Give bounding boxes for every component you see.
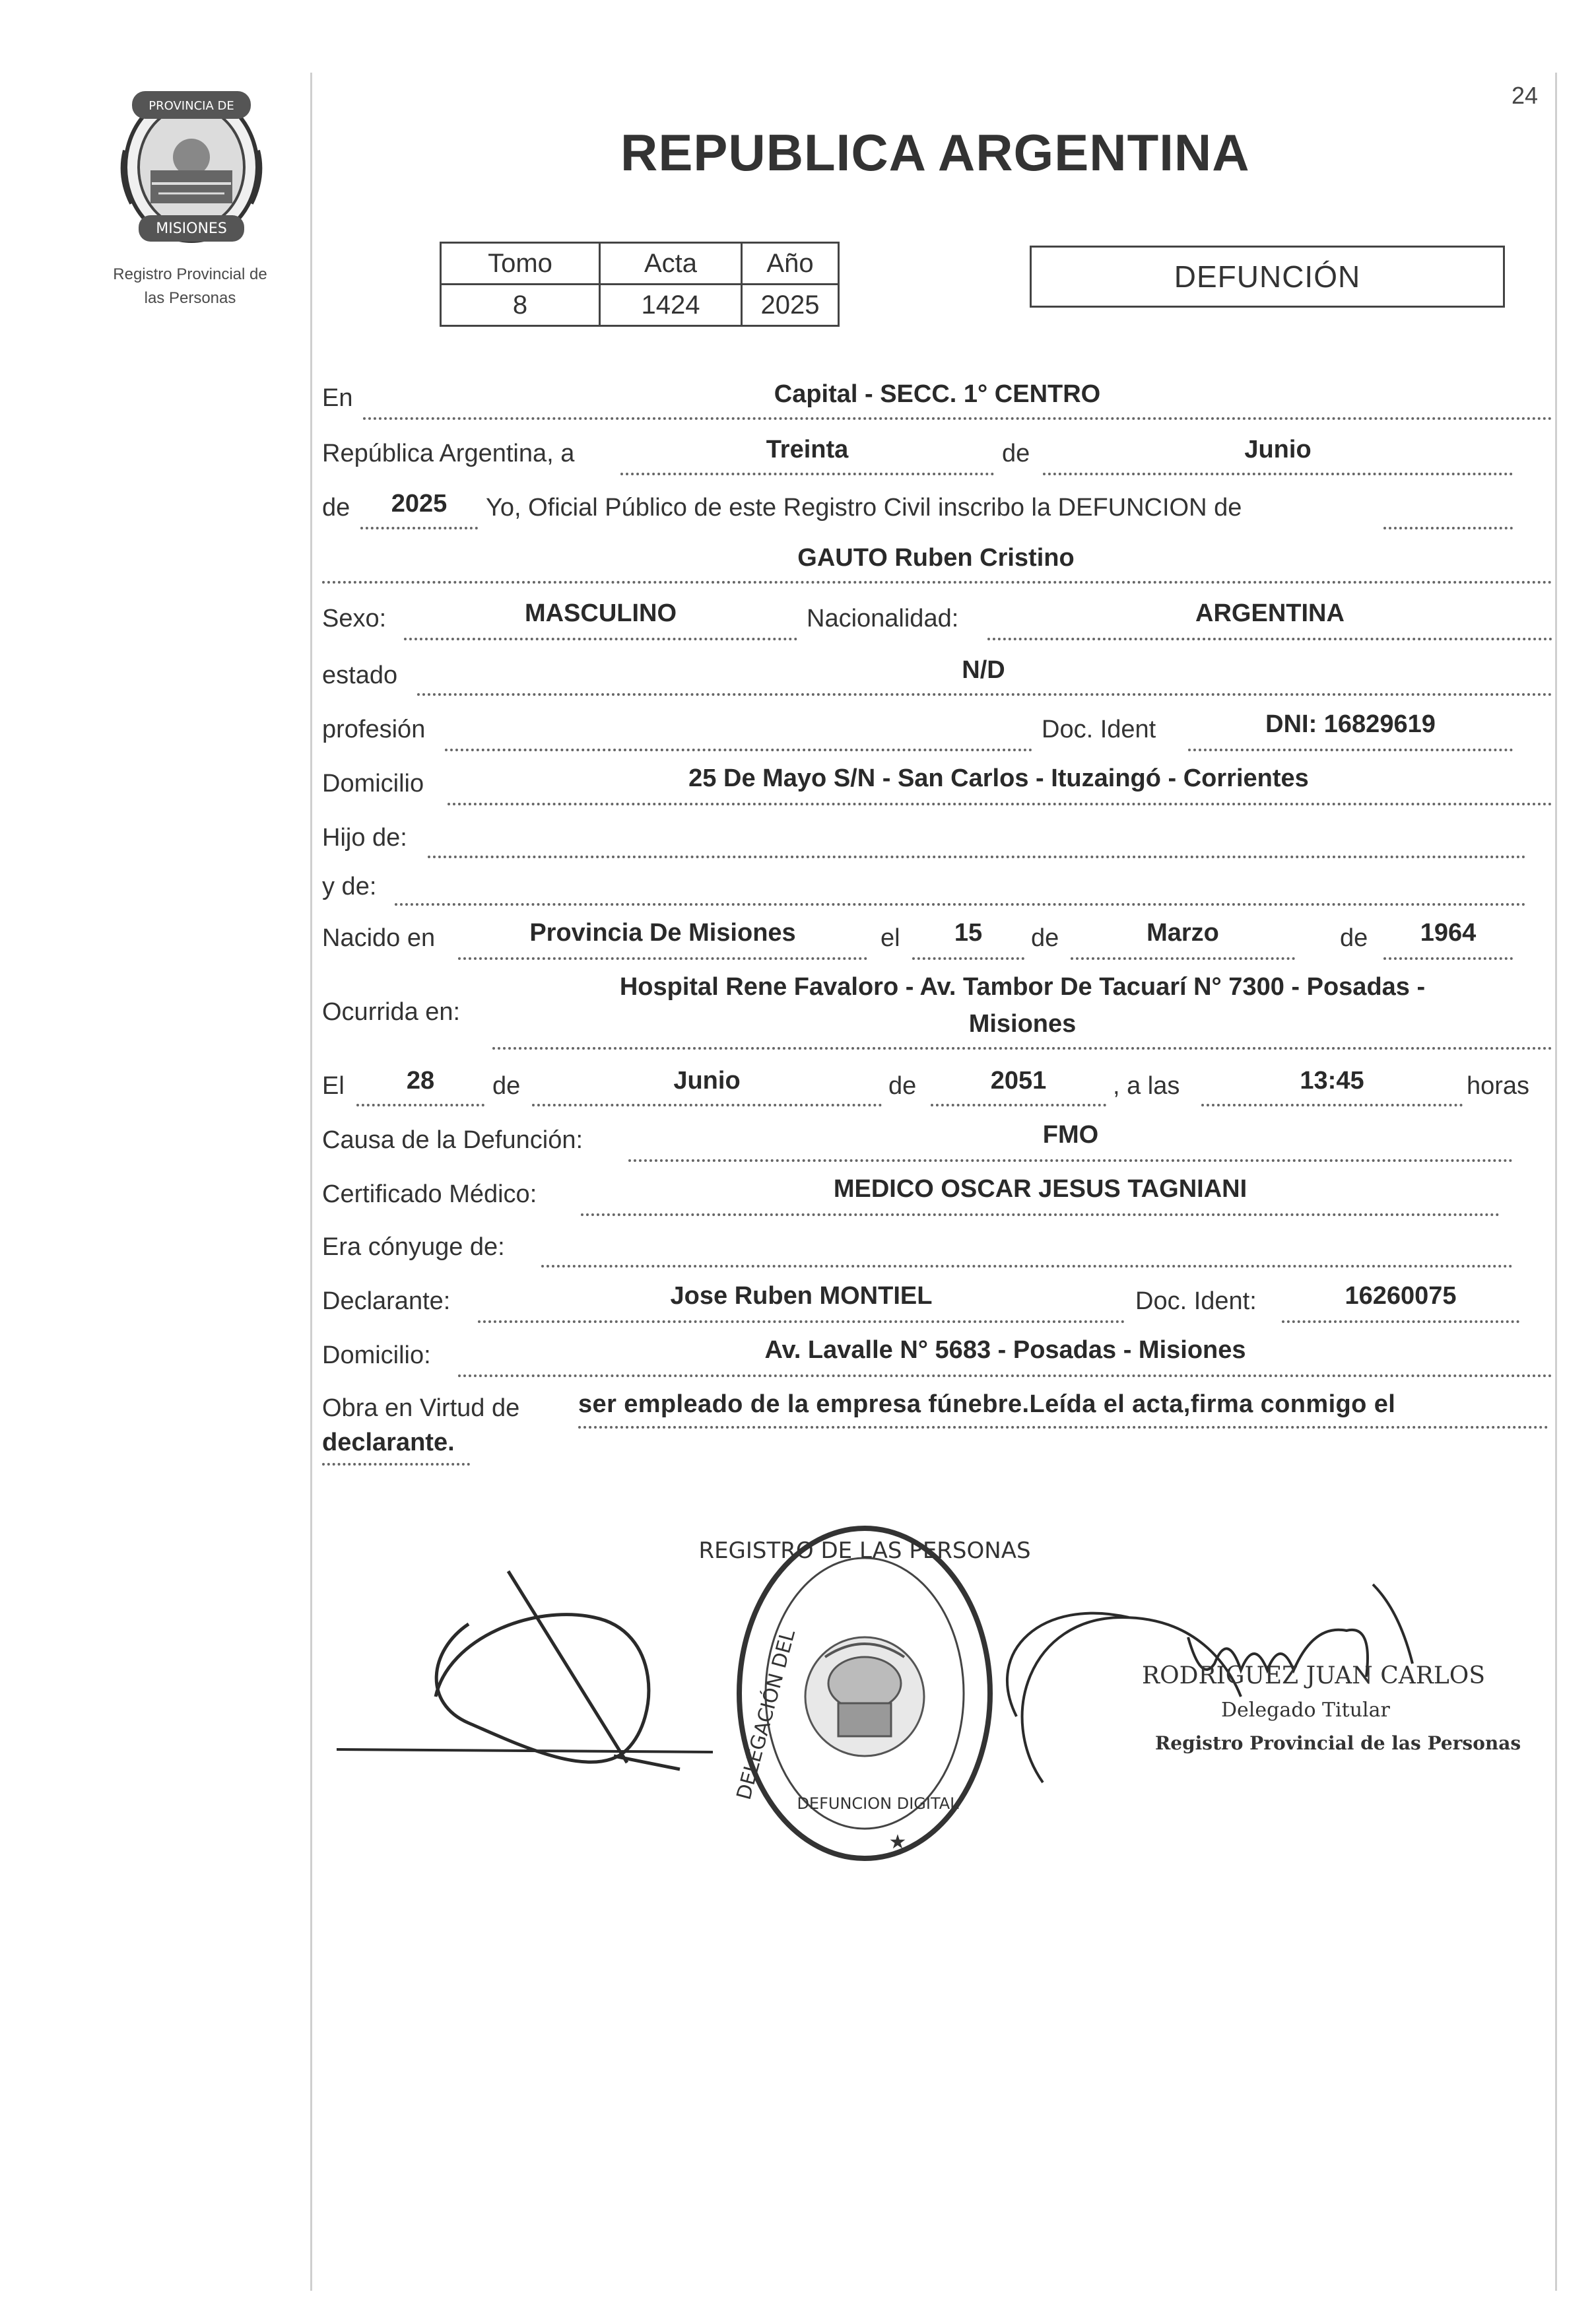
- page-number: 24: [1512, 82, 1539, 109]
- stamp-inner: DEFUNCION DIGITAL: [797, 1794, 959, 1813]
- obra-label: Obra en Virtud de: [322, 1394, 520, 1422]
- name-dotline: [322, 581, 1552, 584]
- profesion-label: profesión: [322, 716, 426, 743]
- registry-value-anio: 2025: [742, 285, 839, 326]
- horas-label: horas: [1467, 1072, 1530, 1100]
- estado-label: estado: [322, 661, 398, 689]
- nacionalidad-dotline: [987, 638, 1552, 640]
- registry-value-row: [441, 285, 839, 326]
- conyuge-label: Era cónyuge de:: [322, 1233, 505, 1261]
- nac-mes-value: Marzo: [1147, 919, 1219, 947]
- yde-dotline: [395, 903, 1526, 906]
- registry-table: [440, 242, 840, 327]
- right-signature-loop: [1007, 1613, 1241, 1782]
- dia-value: Treinta: [766, 436, 849, 463]
- stamp-outer-top: REGISTRO DE LAS PERSONAS: [698, 1538, 1031, 1564]
- province-seal-logo: [112, 85, 271, 250]
- sexo-dotline: [404, 638, 797, 640]
- nac-anio-dotline: [1383, 957, 1513, 960]
- doc-value: DNI: 16829619: [1265, 710, 1436, 738]
- sexo-value: MASCULINO: [524, 599, 677, 627]
- left-signature-line: [337, 1749, 713, 1752]
- decl-dom-label: Domicilio:: [322, 1341, 431, 1369]
- nacido-label: Nacido en: [322, 924, 436, 952]
- logo-bottom-text: MISIONES: [156, 220, 227, 237]
- sexo-label: Sexo:: [322, 605, 387, 632]
- de1-label: de: [1002, 440, 1030, 467]
- logo-arc-text: PROVINCIA DE: [149, 99, 234, 113]
- ocurrida-label: Ocurrida en:: [322, 998, 461, 1026]
- decl-doc-dotline: [1282, 1320, 1519, 1323]
- def-dia-dotline: [356, 1104, 484, 1106]
- registry-value-acta: 1424: [600, 285, 742, 326]
- nacido-value: Provincia De Misiones: [529, 919, 796, 947]
- nac-anio-value: 1964: [1420, 919, 1477, 947]
- nac-dia-dotline: [912, 957, 1024, 960]
- obra-value-line2: declarante.: [322, 1429, 455, 1456]
- el-label: el: [881, 924, 900, 952]
- de6-label: de: [888, 1072, 917, 1100]
- official-title: Delegado Titular: [1221, 1699, 1390, 1722]
- el2-label: El: [322, 1072, 345, 1100]
- domicilio-label: Domicilio: [322, 770, 424, 797]
- logo-caption-line2: las Personas: [144, 289, 236, 307]
- svg-text:★: ★: [888, 1831, 907, 1853]
- official-office: Registro Provincial de las Personas: [1155, 1732, 1521, 1754]
- def-dia-value: 28: [406, 1067, 435, 1095]
- certificado-value: MEDICO OSCAR JESUS TAGNIANI: [833, 1175, 1247, 1203]
- certificado-label: Certificado Médico:: [322, 1180, 537, 1208]
- stamp-outer-left: DELEGACIÓN DEL: [732, 1627, 801, 1803]
- left-signature: [436, 1571, 680, 1769]
- inscribo-text: Yo, Oficial Público de este Registro Civil inscribo la DEFUNCION de: [486, 494, 1242, 522]
- hijo-label: Hijo de:: [322, 824, 407, 852]
- nac-dia-value: 15: [954, 919, 983, 947]
- en-dotline: [363, 417, 1552, 420]
- def-mes-dotline: [532, 1104, 882, 1106]
- ocurrida-line2: Misiones: [968, 1010, 1077, 1038]
- de4-label: de: [1340, 924, 1368, 952]
- anio-value: 2025: [391, 490, 448, 518]
- de2-label: de: [322, 494, 350, 522]
- nacionalidad-value: ARGENTINA: [1195, 599, 1345, 627]
- obra-value-line1: ser empleado de la empresa fúnebre.Leída el acta,firma conmigo el: [578, 1390, 1396, 1418]
- doc-label: Doc. Ident: [1042, 716, 1156, 743]
- ocurrida-dotline: [492, 1047, 1552, 1050]
- official-seal-stamp: [698, 1528, 1030, 1858]
- de5-label: de: [492, 1072, 521, 1100]
- official-name: RODRIGUEZ JUAN CARLOS: [1142, 1662, 1485, 1689]
- domicilio-value: 25 De Mayo S/N - San Carlos - Ituzaingó - Corrientes: [688, 764, 1309, 792]
- logo-caption-line1: Registro Provincial de: [113, 265, 267, 283]
- signature-area: [317, 1452, 1551, 1914]
- decl-dom-dotline: [458, 1374, 1552, 1377]
- nac-mes-dotline: [1071, 957, 1295, 960]
- registry-header-tomo: Tomo: [441, 243, 600, 285]
- nacionalidad-label: Nacionalidad:: [807, 605, 959, 632]
- document-type-box: DEFUNCIÓN: [1030, 246, 1505, 308]
- right-margin-line: [1555, 73, 1557, 2291]
- hijo-dotline: [428, 856, 1526, 858]
- profesion-dotline: [445, 749, 1032, 751]
- registry-header-anio: Año: [742, 243, 839, 285]
- conyuge-dotline: [541, 1265, 1513, 1268]
- anio-dotline: [360, 527, 478, 529]
- registry-value-tomo: 8: [441, 285, 600, 326]
- estado-value: N/D: [962, 656, 1005, 684]
- registry-header-acta: Acta: [600, 243, 742, 285]
- def-mes-value: Junio: [673, 1067, 741, 1095]
- de3-label: de: [1031, 924, 1059, 952]
- mes-value: Junio: [1244, 436, 1312, 463]
- alas-label: , a las: [1113, 1072, 1180, 1100]
- document-title: REPUBLICA ARGENTINA: [620, 123, 1250, 182]
- decl-doc-value: 16260075: [1345, 1282, 1457, 1310]
- registry-header-row: [441, 243, 839, 285]
- deceased-name: GAUTO Ruben Cristino: [797, 544, 1075, 572]
- en-label: En: [322, 384, 353, 412]
- declarante-dotline: [478, 1320, 1125, 1323]
- declarante-label: Declarante:: [322, 1287, 451, 1315]
- inscribo-dotline: [1383, 527, 1513, 529]
- def-anio-dotline: [931, 1104, 1106, 1106]
- obra-dotline1: [578, 1426, 1548, 1429]
- causa-label: Causa de la Defunción:: [322, 1126, 583, 1154]
- logo-caption: [78, 263, 302, 310]
- def-anio-value: 2051: [990, 1067, 1047, 1095]
- ocurrida-line1: Hospital Rene Favaloro - Av. Tambor De Tacuarí N° 7300 - Posadas -: [619, 973, 1426, 1001]
- def-hora-dotline: [1201, 1104, 1463, 1106]
- yde-label: y de:: [322, 873, 377, 900]
- mes-dotline: [1043, 473, 1513, 475]
- causa-value: FMO: [1042, 1121, 1099, 1149]
- certificado-dotline: [581, 1213, 1500, 1216]
- left-margin-line: [310, 73, 312, 2291]
- causa-dotline: [628, 1159, 1513, 1162]
- decl-dom-value: Av. Lavalle N° 5683 - Posadas - Misiones: [764, 1336, 1246, 1364]
- def-hora-value: 13:45: [1300, 1067, 1364, 1095]
- republica-label: República Argentina, a: [322, 440, 575, 467]
- declarante-value: Jose Ruben MONTIEL: [670, 1282, 933, 1310]
- en-value: Capital - SECC. 1° CENTRO: [774, 380, 1101, 408]
- domicilio-dotline: [448, 803, 1552, 805]
- dia-dotline: [620, 473, 994, 475]
- estado-dotline: [417, 693, 1552, 696]
- decl-doc-label: Doc. Ident:: [1135, 1287, 1257, 1315]
- nacido-dotline: [458, 957, 867, 960]
- doc-dotline: [1188, 749, 1513, 751]
